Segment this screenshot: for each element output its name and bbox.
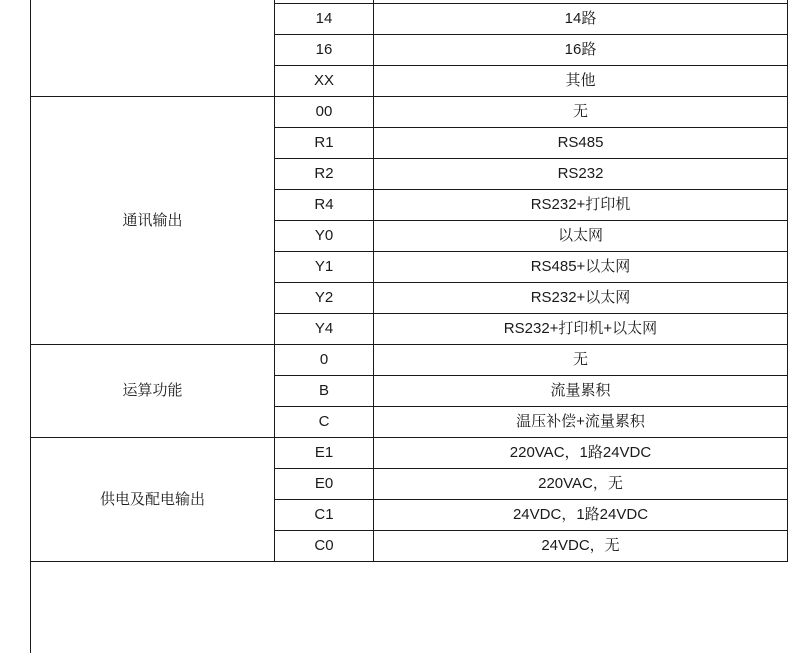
description-cell: RS485 <box>374 128 788 159</box>
description-cell: 14路 <box>374 4 788 35</box>
description-cell: RS232 <box>374 159 788 190</box>
code-cell: E1 <box>275 438 374 469</box>
description-cell: 其他 <box>374 66 788 97</box>
group-label-cell: 运算功能 <box>31 345 275 438</box>
group-label-cell <box>31 0 275 97</box>
code-cell: 0 <box>275 345 374 376</box>
code-cell: R1 <box>275 128 374 159</box>
description-cell: 温压补偿+流量累积 <box>374 407 788 438</box>
code-cell: Y0 <box>275 221 374 252</box>
description-cell: RS485+以太网 <box>374 252 788 283</box>
code-cell: C <box>275 407 374 438</box>
description-cell: RS232+打印机+以太网 <box>374 314 788 345</box>
code-cell: R4 <box>275 190 374 221</box>
product-selection-table <box>30 0 788 562</box>
table-row <box>31 97 788 128</box>
code-cell: E0 <box>275 469 374 500</box>
description-cell: 220VAC，无 <box>374 469 788 500</box>
table-row <box>31 345 788 376</box>
code-cell: 00 <box>275 97 374 128</box>
code-cell: Y4 <box>275 314 374 345</box>
code-cell: C1 <box>275 500 374 531</box>
description-cell: 16路 <box>374 35 788 66</box>
description-cell: RS232+以太网 <box>374 283 788 314</box>
code-cell: R2 <box>275 159 374 190</box>
description-cell: RS232+打印机 <box>374 190 788 221</box>
code-cell: B <box>275 376 374 407</box>
table-body <box>31 0 788 562</box>
code-cell: Y1 <box>275 252 374 283</box>
description-cell: 流量累积 <box>374 376 788 407</box>
code-cell: XX <box>275 66 374 97</box>
description-cell: 220VAC，1路24VDC <box>374 438 788 469</box>
code-cell: 16 <box>275 35 374 66</box>
description-cell: 无 <box>374 345 788 376</box>
code-cell: C0 <box>275 531 374 562</box>
table-row <box>31 438 788 469</box>
code-cell: Y2 <box>275 283 374 314</box>
description-cell: 24VDC，无 <box>374 531 788 562</box>
description-cell: 以太网 <box>374 221 788 252</box>
group-label-cell: 供电及配电输出 <box>31 438 275 562</box>
code-cell: 14 <box>275 4 374 35</box>
description-cell: 24VDC，1路24VDC <box>374 500 788 531</box>
description-cell: 无 <box>374 97 788 128</box>
group-label-cell: 通讯输出 <box>31 97 275 345</box>
